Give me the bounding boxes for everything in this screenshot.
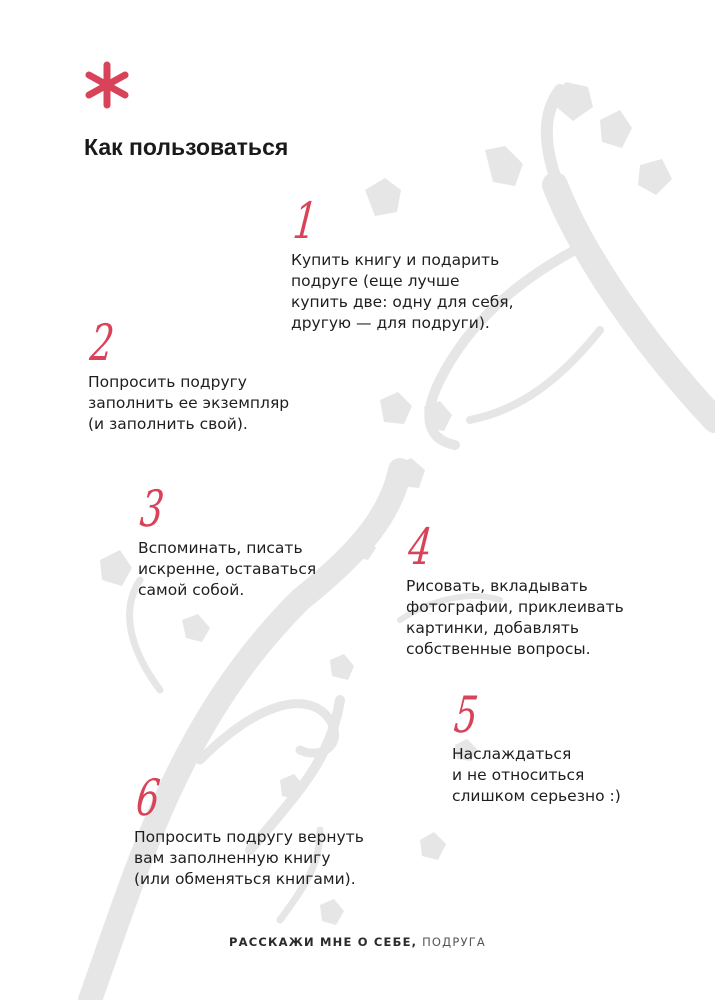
- step-number: 5: [451, 686, 481, 744]
- step-text: Вспоминать, писать искренне, оставаться самой собой.: [138, 539, 317, 599]
- step-1: [290, 192, 514, 334]
- step-text: Попросить подругу заполнить ее экземпляр (и заполнить свой).: [88, 373, 290, 433]
- step-6: [133, 769, 364, 890]
- step-number: 3: [137, 480, 167, 538]
- asterisk-icon: [82, 60, 132, 110]
- step-4: [405, 518, 624, 660]
- step-number: 4: [405, 518, 435, 576]
- footer-running-title: [0, 935, 715, 949]
- step-5: [451, 686, 621, 807]
- step-number: 1: [290, 192, 320, 250]
- footer-subtitle: ПОДРУГА: [422, 935, 486, 949]
- step-3: [137, 480, 317, 601]
- step-number: 2: [87, 314, 117, 372]
- footer-book-title: РАССКАЖИ МНЕ О СЕБЕ,: [229, 935, 418, 949]
- step-text: Рисовать, вкладывать фотографии, приклеивать картинки, добавлять собственные вопросы.: [406, 577, 624, 658]
- step-text: Попросить подругу вернуть вам заполненную книгу (или обменяться книгами).: [134, 828, 364, 888]
- step-number: 6: [133, 769, 163, 827]
- step-text: Наслаждаться и не относиться слишком серьезно :): [452, 745, 621, 805]
- step-2: [87, 314, 290, 435]
- step-text: Купить книгу и подарить подруге (еще лучше купить две: одну для себя, другую — для подруги).: [291, 251, 514, 332]
- page-title: Как пользоваться: [84, 134, 289, 160]
